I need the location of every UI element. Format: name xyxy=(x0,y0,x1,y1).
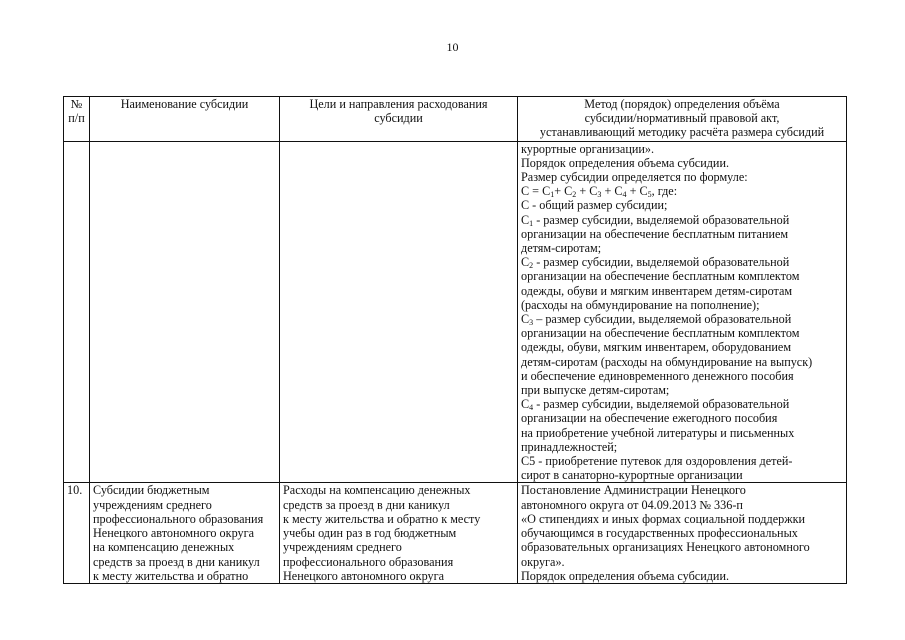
text-line: Порядок определения объема субсидии. xyxy=(521,568,730,583)
text-line: (расходы на обмундирование на пополнение); xyxy=(521,297,760,312)
text-line: Размер субсидии определяется по формуле: xyxy=(521,170,748,185)
text-fragment: + С xyxy=(601,184,623,199)
cell-name-10 xyxy=(90,483,280,583)
text-fragment: - размер субсидии, выделяемой образовательной xyxy=(533,255,790,270)
text-line: субсидии xyxy=(374,111,423,126)
text-fragment: С = С xyxy=(521,184,551,199)
table-header-row xyxy=(64,97,847,142)
text-fragment: + С xyxy=(576,184,598,199)
text-fragment: + С xyxy=(554,184,573,199)
text-line xyxy=(521,213,843,227)
text-line: Ненецкого автономного округа xyxy=(93,526,255,541)
text-line: Наименование субсидии xyxy=(120,97,249,111)
text-line: образовательных организациях Ненецкого автономного xyxy=(521,540,810,555)
subscript: 1 xyxy=(529,218,534,227)
cell-goals-continued xyxy=(280,141,518,483)
text-line: к месту жительства и обратно к месту xyxy=(283,511,481,526)
text-fragment: , где: xyxy=(651,184,678,199)
cell-method-10 xyxy=(518,483,847,583)
text-line: устанавливающий методику расчёта размера субсидий xyxy=(539,125,825,140)
text-line xyxy=(521,312,843,326)
text-line: детям-сиротам (расходы на обмундирование на выпуск) xyxy=(521,354,813,369)
text-line: учебы один раз в год бюджетным xyxy=(283,526,457,541)
text-line: детям-сиротам; xyxy=(521,241,602,256)
subscript: 3 xyxy=(529,318,534,327)
text-line: Порядок определения объема субсидии. xyxy=(521,155,730,170)
text-line xyxy=(521,184,843,198)
text-line: «О стипендиях и иных формах социальной поддержки xyxy=(521,511,806,526)
text-line: С5 - приобретение путевок для оздоровления детей- xyxy=(521,454,793,469)
text-line: Цели и направления расходования xyxy=(309,97,488,111)
text-fragment: - размер субсидии, выделяемой образовательной xyxy=(533,397,790,412)
text-line: Расходы на компенсацию денежных xyxy=(283,483,471,498)
text-fragment: + С xyxy=(626,184,648,199)
text-line: и обеспечение единовременного денежного пособия xyxy=(521,368,794,383)
page-number: 10 xyxy=(446,40,459,54)
text-line: профессионального образования xyxy=(283,554,454,569)
text-line: Метод (порядок) определения объёма xyxy=(584,97,780,111)
text-line: одежды, обуви, мягким инвентарем, оборудованием xyxy=(521,340,792,355)
subscript: 2 xyxy=(529,261,534,270)
text-fragment: С xyxy=(521,212,530,227)
text-line: субсидии/нормативный правовой акт, xyxy=(584,111,780,126)
text-line: обучающимся в государственных профессиональных xyxy=(521,526,798,541)
text-line: учреждениям среднего xyxy=(93,497,212,512)
subscript: 2 xyxy=(572,190,577,199)
text-fragment: - размер субсидии, выделяемой образовательной xyxy=(533,212,790,227)
text-line: к месту жительства и обратно xyxy=(93,568,249,583)
text-line: принадлежностей; xyxy=(521,439,618,454)
text-line: организации на обеспечение бесплатным комплектом xyxy=(521,326,800,341)
text-line: на приобретение учебной литературы и письменных xyxy=(521,425,795,440)
text-line: Субсидии бюджетным xyxy=(93,483,210,498)
text-line: на компенсацию денежных xyxy=(93,540,235,555)
text-line: курортные организации». xyxy=(521,141,655,156)
header-goals xyxy=(280,97,518,142)
cell-goals-10 xyxy=(280,483,518,583)
text-line: автономного округа от 04.09.2013 № 336-п xyxy=(521,497,743,512)
subscript: 4 xyxy=(529,403,534,412)
subscript: 3 xyxy=(597,190,602,199)
text-fragment: – размер субсидии, выделяемой образовательной xyxy=(533,312,792,327)
cell-number-continued xyxy=(64,141,90,483)
cell-method-continued xyxy=(518,141,847,483)
header-method xyxy=(518,97,847,142)
text-fragment: С xyxy=(521,255,530,270)
text-line: округа». xyxy=(521,554,565,569)
text-line: одежды, обуви и мягким инвентарем детям-сиротам xyxy=(521,283,793,298)
subsidy-table xyxy=(63,96,847,584)
text-line: С - общий размер субсидии; xyxy=(521,198,668,213)
text-line: организации на обеспечение ежегодного пособия xyxy=(521,411,778,426)
subscript: 4 xyxy=(622,190,627,199)
subscript: 1 xyxy=(550,190,555,199)
text-line: средств за проезд в дни каникул xyxy=(283,497,450,512)
text-fragment: С xyxy=(521,397,530,412)
subscript: 5 xyxy=(647,190,652,199)
header-number xyxy=(64,97,90,142)
cell-name-continued xyxy=(90,141,280,483)
text-line: п/п xyxy=(68,111,85,126)
text-line xyxy=(521,255,843,269)
text-line: при выпуске детям-сиротам; xyxy=(521,383,670,398)
table-row-10 xyxy=(64,483,847,583)
text-line: профессионального образования xyxy=(93,511,264,526)
text-fragment: С xyxy=(521,312,530,327)
header-subsidy-name xyxy=(90,97,280,142)
text-line: организации на обеспечение бесплатным питанием xyxy=(521,226,789,241)
text-line xyxy=(521,397,843,411)
text-line: Постановление Администрации Ненецкого xyxy=(521,483,746,498)
table-row-continued xyxy=(64,141,847,483)
cell-number-10: 10. xyxy=(64,483,90,583)
text-line: средств за проезд в дни каникул xyxy=(93,554,260,569)
text-line: Ненецкого автономного округа xyxy=(283,568,445,583)
text-line: организации на обеспечение бесплатным комплектом xyxy=(521,269,800,284)
text-line: № xyxy=(70,97,83,111)
text-line: сирот в санаторно-курортные организации xyxy=(521,468,743,483)
text-line: учреждениям среднего xyxy=(283,540,402,555)
